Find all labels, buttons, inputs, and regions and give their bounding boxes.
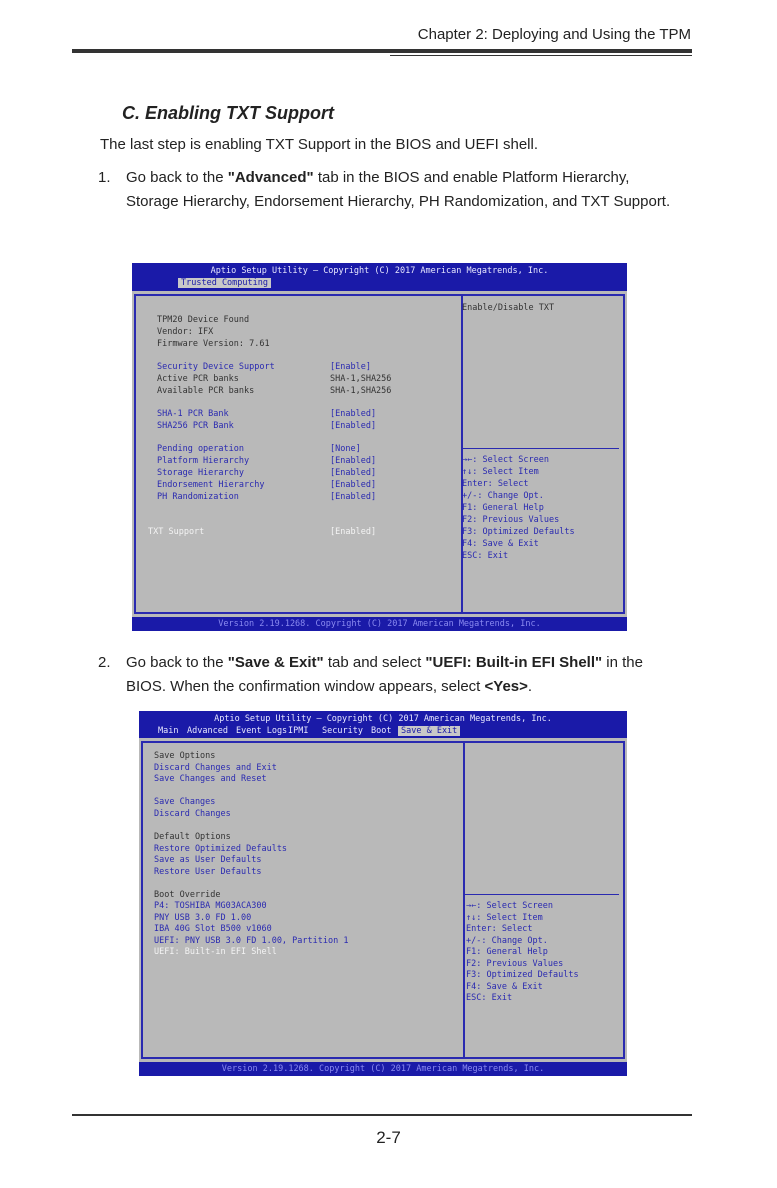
tab-boot[interactable]: Boot xyxy=(371,726,392,736)
bios-help-text: Enable/Disable TXT xyxy=(462,303,555,313)
bios-group-heading: Default Options xyxy=(154,832,231,842)
bios-setting-value[interactable]: [None] xyxy=(330,444,361,454)
bios-setting-label: Active PCR banks xyxy=(157,374,239,384)
bios-key-hint: F1: General Help xyxy=(462,503,544,513)
bios-key-hint: F4: Save & Exit xyxy=(462,539,539,549)
bios-setting-value: SHA-1,SHA256 xyxy=(330,386,392,396)
bios-setting-label[interactable]: Storage Hierarchy xyxy=(157,468,244,478)
bios-setting-label[interactable]: PH Randomization xyxy=(157,492,239,502)
bios-info-line: Firmware Version: 7.61 xyxy=(157,339,270,349)
bios-setting-label: Available PCR banks xyxy=(157,386,255,396)
chapter-header: Chapter 2: Deploying and Using the TPM xyxy=(417,26,691,43)
bios-help-divider xyxy=(463,448,619,449)
bios-setting-value[interactable]: [Enabled] xyxy=(330,527,377,537)
bios-key-hint: ↑↓: Select Item xyxy=(462,467,539,477)
bios-setting-value[interactable]: [Enable] xyxy=(330,362,371,372)
bios-info-line: TPM20 Device Found xyxy=(157,315,250,325)
bios-key-hint: →←: Select Screen xyxy=(462,455,549,465)
bios-panel-divider xyxy=(463,743,465,1057)
bios-key-hint: Enter: Select xyxy=(466,924,533,934)
bios-title: Aptio Setup Utility – Copyright (C) 2017 American Megatrends, Inc. xyxy=(210,266,549,276)
bios-menu-item[interactable]: Save as User Defaults xyxy=(154,855,262,865)
bios-menu-item[interactable]: UEFI: PNY USB 3.0 FD 1.00, Partition 1 xyxy=(154,936,349,946)
bios-menu-item[interactable]: PNY USB 3.0 FD 1.00 xyxy=(154,913,252,923)
bios-key-hint: Enter: Select xyxy=(462,479,529,489)
bios-title-bar xyxy=(139,711,627,738)
bios-title: Aptio Setup Utility – Copyright (C) 2017 American Megatrends, Inc. xyxy=(214,714,552,724)
bios-footer: Version 2.19.1268. Copyright (C) 2017 American Megatrends, Inc. xyxy=(132,617,627,631)
tab-event-logs[interactable]: Event Logs xyxy=(236,726,288,736)
bios-key-hint: F3: Optimized Defaults xyxy=(462,527,575,537)
bios-menu-item[interactable]: IBA 40G Slot B500 v1060 xyxy=(154,924,272,934)
bios-key-hint: F1: General Help xyxy=(466,947,548,957)
tab-save-exit[interactable]: Save & Exit xyxy=(398,726,460,736)
bios-setting-value[interactable]: [Enabled] xyxy=(330,480,377,490)
section-title: C. Enabling TXT Support xyxy=(122,103,334,123)
bios-menu-item[interactable]: Restore User Defaults xyxy=(154,867,262,877)
bios-key-hint: →←: Select Screen xyxy=(466,901,553,911)
bios-setting-value[interactable]: [Enabled] xyxy=(330,409,377,419)
step-number: 1. xyxy=(98,169,111,186)
step-text: Go back to the "Save & Exit" tab and select "UEFI: Built-in EFI Shell" in the BIOS. When the confirmation window appears, select <Yes>. xyxy=(126,654,643,695)
intro-paragraph: The last step is enabling TXT Support in the BIOS and UEFI shell. xyxy=(100,136,539,153)
bios-menu-item[interactable]: P4: TOSHIBA MG03ACA300 xyxy=(154,901,267,911)
bios-screenshot-trusted-computing xyxy=(132,263,627,631)
footer-rule xyxy=(72,1114,692,1116)
bios-setting-value[interactable]: [Enabled] xyxy=(330,468,377,478)
bios-setting-label[interactable]: SHA-1 PCR Bank xyxy=(157,409,229,419)
bios-menu-item[interactable]: Discard Changes and Exit xyxy=(154,763,277,773)
bios-setting-label[interactable]: SHA256 PCR Bank xyxy=(157,421,234,431)
bios-group-heading: Save Options xyxy=(154,751,216,761)
bios-key-hint: +/-: Change Opt. xyxy=(462,491,544,501)
bios-menu-item[interactable]: Save Changes and Reset xyxy=(154,774,267,784)
bios-group-heading: Boot Override xyxy=(154,890,221,900)
bios-title-bar xyxy=(132,263,627,291)
header-rule-thin xyxy=(390,55,692,56)
bios-key-hint: ↑↓: Select Item xyxy=(466,913,543,923)
header-rule xyxy=(72,49,692,53)
bios-footer: Version 2.19.1268. Copyright (C) 2017 American Megatrends, Inc. xyxy=(139,1062,627,1076)
bios-key-hint: +/-: Change Opt. xyxy=(466,936,548,946)
bios-main-frame xyxy=(141,741,625,1059)
bios-key-hint: ESC: Exit xyxy=(462,551,509,561)
page-number: 2-7 xyxy=(376,1128,401,1147)
bios-setting-value[interactable]: [Enabled] xyxy=(330,421,377,431)
bios-info-line: Vendor: IFX xyxy=(157,327,214,337)
tab-main[interactable]: Main xyxy=(158,726,179,736)
bios-screenshot-save-exit xyxy=(139,711,627,1076)
bios-key-hint: F2: Previous Values xyxy=(462,515,560,525)
bios-menu-item[interactable]: Restore Optimized Defaults xyxy=(154,844,288,854)
bios-panel-divider xyxy=(461,296,463,612)
bios-help-divider xyxy=(465,894,619,895)
bios-key-hint: F2: Previous Values xyxy=(466,959,564,969)
tab-security[interactable]: Security xyxy=(322,726,363,736)
bios-menu-item[interactable]: Save Changes xyxy=(154,797,216,807)
bios-setting-label[interactable]: Endorsement Hierarchy xyxy=(157,480,265,490)
bios-setting-label[interactable]: Platform Hierarchy xyxy=(157,456,250,466)
bios-setting-label[interactable]: Pending operation xyxy=(157,444,244,454)
bios-setting-label[interactable]: TXT Support xyxy=(148,527,205,537)
bios-setting-label[interactable]: Security Device Support xyxy=(157,362,275,372)
bios-menu-item[interactable]: Discard Changes xyxy=(154,809,231,819)
bios-key-hint: F4: Save & Exit xyxy=(466,982,543,992)
tab-ipmi[interactable]: IPMI xyxy=(288,726,309,736)
bios-setting-value: SHA-1,SHA256 xyxy=(330,374,392,384)
bios-menu-item[interactable]: UEFI: Built-in EFI Shell xyxy=(154,947,277,957)
bios-key-hint: F3: Optimized Defaults xyxy=(466,970,579,980)
tab-advanced[interactable]: Advanced xyxy=(187,726,228,736)
bios-setting-value[interactable]: [Enabled] xyxy=(330,492,377,502)
step-number: 2. xyxy=(98,654,111,671)
step-text: Go back to the "Advanced" tab in the BIOS and enable Platform Hierarchy, Storage Hierarchy, Endorsement Hierarchy, PH Randomization, and TXT Support. xyxy=(126,169,671,210)
tab-trusted-computing[interactable]: Trusted Computing xyxy=(178,278,271,288)
bios-setting-value[interactable]: [Enabled] xyxy=(330,456,377,466)
bios-key-hint: ESC: Exit xyxy=(466,993,513,1003)
